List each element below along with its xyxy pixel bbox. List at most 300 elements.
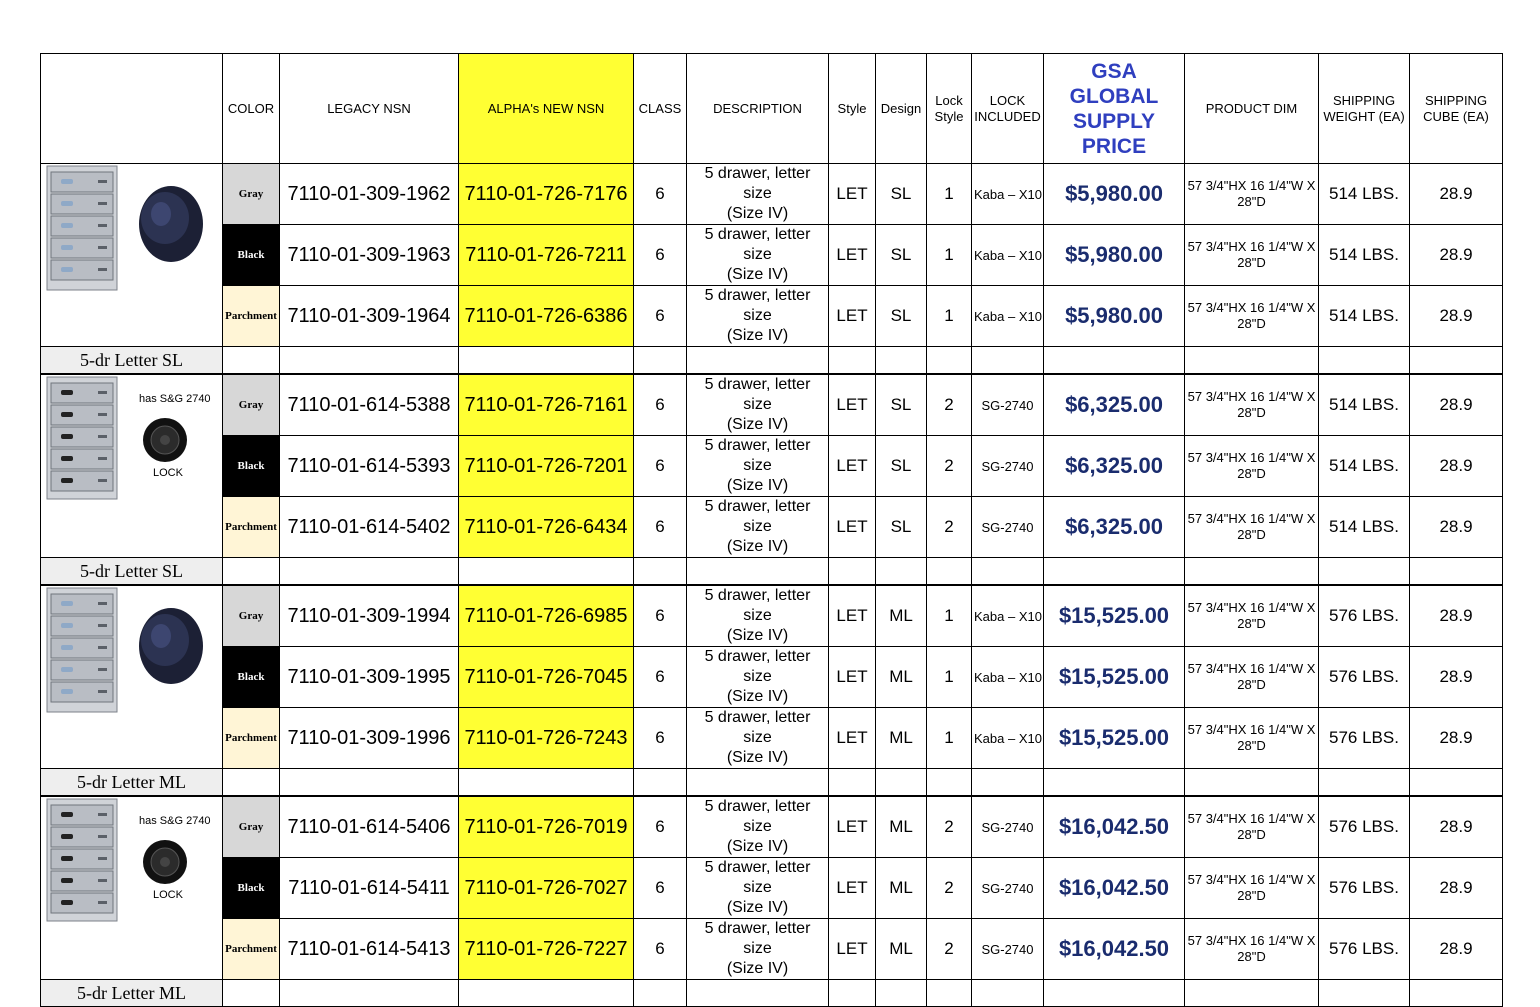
lock-style-cell: 2 (927, 497, 972, 558)
table-row (41, 858, 1503, 919)
dim-line2: 28"D (1237, 827, 1266, 842)
shipping-weight-cell: 514 LBS. (1319, 497, 1410, 558)
empty-cell (1185, 980, 1319, 1007)
dim-line2: 28"D (1237, 466, 1266, 481)
price-cell: $6,325.00 (1044, 497, 1185, 558)
class-cell: 6 (634, 708, 687, 769)
group-label: 5-dr Letter ML (41, 980, 223, 1007)
empty-cell (634, 558, 687, 585)
header-price-line3: SUPPLY (1072, 109, 1156, 133)
shipping-cube-cell: 28.9 (1410, 375, 1503, 436)
empty-cell (972, 769, 1044, 796)
empty-cell (687, 980, 829, 1007)
shipping-cube-cell: 28.9 (1410, 797, 1503, 858)
lock-style-cell: 2 (927, 797, 972, 858)
product-dim-cell (1185, 919, 1319, 980)
description-cell (687, 375, 829, 436)
empty-cell (1185, 558, 1319, 585)
header-image (41, 54, 223, 164)
class-cell: 6 (634, 286, 687, 347)
shipping-cube-cell: 28.9 (1410, 436, 1503, 497)
dim-line2: 28"D (1237, 255, 1266, 270)
price-table (40, 53, 1503, 1007)
lock-style-cell: 2 (927, 375, 972, 436)
design-cell: ML (876, 647, 927, 708)
lock-included-cell: SG-2740 (972, 497, 1044, 558)
class-cell: 6 (634, 164, 687, 225)
header-lock-style-line2: Style (934, 108, 964, 124)
table-row (41, 164, 1503, 225)
product-dim-cell (1185, 586, 1319, 647)
description-cell (687, 708, 829, 769)
empty-cell (1319, 558, 1410, 585)
description-line2: (Size IV) (726, 477, 789, 494)
description-line1: 5 drawer, letter size (704, 226, 811, 263)
shipping-weight-cell: 576 LBS. (1319, 797, 1410, 858)
cabinet-kaba-lock-image (43, 586, 221, 716)
dim-line1: 57 3/4"HX 16 1/4"W X (1187, 722, 1316, 737)
shipping-cube-cell: 28.9 (1410, 586, 1503, 647)
group-label-row (41, 769, 1503, 796)
shipping-cube-cell: 28.9 (1410, 286, 1503, 347)
price-cell: $5,980.00 (1044, 164, 1185, 225)
class-cell: 6 (634, 797, 687, 858)
empty-cell (1410, 769, 1503, 796)
lock-caption-2: LOCK (153, 467, 183, 479)
dim-line2: 28"D (1237, 527, 1266, 542)
color-cell: Black (223, 858, 280, 919)
group-label-row (41, 980, 1503, 1007)
lock-style-cell: 1 (927, 164, 972, 225)
lock-style-cell: 1 (927, 647, 972, 708)
new-nsn-cell: 7110-01-726-6434 (459, 497, 634, 558)
dim-line1: 57 3/4"HX 16 1/4"W X (1187, 300, 1316, 315)
legacy-nsn-cell: 7110-01-309-1963 (280, 225, 459, 286)
design-cell: SL (876, 436, 927, 497)
description-cell (687, 797, 829, 858)
empty-cell (1319, 769, 1410, 796)
style-cell: LET (829, 375, 876, 436)
dim-line2: 28"D (1237, 194, 1266, 209)
product-dim-cell (1185, 286, 1319, 347)
style-cell: LET (829, 647, 876, 708)
new-nsn-cell: 7110-01-726-6985 (459, 586, 634, 647)
design-cell: ML (876, 797, 927, 858)
new-nsn-cell: 7110-01-726-7027 (459, 858, 634, 919)
header-shipping-cube-line2: CUBE (EA) (1423, 108, 1489, 124)
lock-included-cell: SG-2740 (972, 858, 1044, 919)
dim-line1: 57 3/4"HX 16 1/4"W X (1187, 450, 1316, 465)
style-cell: LET (829, 286, 876, 347)
empty-cell (223, 769, 280, 796)
empty-cell (1044, 980, 1185, 1007)
lock-included-cell: SG-2740 (972, 919, 1044, 980)
class-cell: 6 (634, 225, 687, 286)
empty-cell (876, 980, 927, 1007)
shipping-weight-cell: 576 LBS. (1319, 586, 1410, 647)
shipping-weight-cell: 576 LBS. (1319, 647, 1410, 708)
empty-cell (1319, 980, 1410, 1007)
product-dim-cell (1185, 375, 1319, 436)
table-row (41, 708, 1503, 769)
price-cell: $5,980.00 (1044, 225, 1185, 286)
legacy-nsn-cell: 7110-01-614-5406 (280, 797, 459, 858)
description-line1: 5 drawer, letter size (704, 798, 811, 835)
lock-caption: has S&G 2740 (139, 815, 211, 827)
empty-cell (634, 769, 687, 796)
empty-cell (280, 980, 459, 1007)
shipping-cube-cell: 28.9 (1410, 919, 1503, 980)
header-price-line1: GSA (1091, 59, 1137, 83)
shipping-weight-cell: 576 LBS. (1319, 919, 1410, 980)
empty-cell (829, 769, 876, 796)
description-line2: (Size IV) (726, 266, 789, 283)
empty-cell (687, 558, 829, 585)
group-label: 5-dr Letter SL (41, 558, 223, 585)
description-line1: 5 drawer, letter size (704, 920, 811, 957)
shipping-weight-cell: 514 LBS. (1319, 375, 1410, 436)
class-cell: 6 (634, 647, 687, 708)
empty-cell (927, 980, 972, 1007)
header-new-nsn: ALPHA's NEW NSN (459, 54, 634, 164)
description-cell (687, 858, 829, 919)
shipping-cube-cell: 28.9 (1410, 225, 1503, 286)
dim-line1: 57 3/4"HX 16 1/4"W X (1187, 661, 1316, 676)
lock-included-cell: Kaba – X10 (972, 286, 1044, 347)
design-cell: SL (876, 225, 927, 286)
product-image-cell (41, 797, 223, 980)
empty-cell (1044, 769, 1185, 796)
empty-cell (1410, 347, 1503, 374)
description-cell (687, 586, 829, 647)
empty-cell (459, 347, 634, 374)
header-lock-style-line1: Lock (935, 92, 963, 108)
header-row (41, 54, 1503, 164)
price-cell: $15,525.00 (1044, 586, 1185, 647)
description-cell (687, 647, 829, 708)
empty-cell (280, 558, 459, 585)
description-line1: 5 drawer, letter size (704, 165, 811, 202)
lock-style-cell: 1 (927, 586, 972, 647)
legacy-nsn-cell: 7110-01-614-5393 (280, 436, 459, 497)
empty-cell (634, 980, 687, 1007)
product-image-cell (41, 586, 223, 769)
empty-cell (223, 558, 280, 585)
new-nsn-cell: 7110-01-726-7211 (459, 225, 634, 286)
table-row (41, 375, 1503, 436)
dim-line2: 28"D (1237, 949, 1266, 964)
new-nsn-cell: 7110-01-726-7045 (459, 647, 634, 708)
color-cell: Gray (223, 164, 280, 225)
description-line1: 5 drawer, letter size (704, 709, 811, 746)
description-line1: 5 drawer, letter size (704, 376, 811, 413)
color-cell: Parchment (223, 286, 280, 347)
table-row (41, 286, 1503, 347)
legacy-nsn-cell: 7110-01-309-1995 (280, 647, 459, 708)
price-cell: $15,525.00 (1044, 647, 1185, 708)
empty-cell (280, 347, 459, 374)
table-row (41, 797, 1503, 858)
class-cell: 6 (634, 436, 687, 497)
empty-cell (927, 769, 972, 796)
empty-cell (972, 980, 1044, 1007)
group-label: 5-dr Letter ML (41, 769, 223, 796)
class-cell: 6 (634, 586, 687, 647)
header-shipping-cube-line1: SHIPPING (1424, 92, 1488, 108)
description-line2: (Size IV) (726, 899, 789, 916)
design-cell: SL (876, 375, 927, 436)
lock-included-cell: SG-2740 (972, 797, 1044, 858)
description-line2: (Size IV) (726, 838, 789, 855)
description-line2: (Size IV) (726, 627, 789, 644)
header-price (1044, 54, 1185, 164)
dim-line2: 28"D (1237, 738, 1266, 753)
empty-cell (876, 769, 927, 796)
new-nsn-cell: 7110-01-726-7243 (459, 708, 634, 769)
legacy-nsn-cell: 7110-01-309-1994 (280, 586, 459, 647)
description-line1: 5 drawer, letter size (704, 437, 811, 474)
empty-cell (829, 558, 876, 585)
dim-line2: 28"D (1237, 616, 1266, 631)
design-cell: ML (876, 586, 927, 647)
legacy-nsn-cell: 7110-01-614-5413 (280, 919, 459, 980)
empty-cell (223, 347, 280, 374)
product-image-cell (41, 375, 223, 558)
shipping-weight-cell: 514 LBS. (1319, 286, 1410, 347)
dim-line1: 57 3/4"HX 16 1/4"W X (1187, 811, 1316, 826)
header-design: Design (876, 54, 927, 164)
shipping-weight-cell: 514 LBS. (1319, 164, 1410, 225)
table-row (41, 436, 1503, 497)
header-price-line2: GLOBAL (1069, 84, 1159, 108)
header-style: Style (829, 54, 876, 164)
empty-cell (972, 347, 1044, 374)
style-cell: LET (829, 586, 876, 647)
description-cell (687, 497, 829, 558)
shipping-cube-cell: 28.9 (1410, 497, 1503, 558)
dim-line1: 57 3/4"HX 16 1/4"W X (1187, 872, 1316, 887)
product-dim-cell (1185, 858, 1319, 919)
color-cell: Black (223, 647, 280, 708)
empty-cell (876, 347, 927, 374)
shipping-cube-cell: 28.9 (1410, 708, 1503, 769)
empty-cell (687, 769, 829, 796)
price-cell: $16,042.50 (1044, 858, 1185, 919)
color-cell: Gray (223, 797, 280, 858)
empty-cell (634, 347, 687, 374)
product-dim-cell (1185, 708, 1319, 769)
dim-line2: 28"D (1237, 405, 1266, 420)
empty-cell (687, 347, 829, 374)
new-nsn-cell: 7110-01-726-7201 (459, 436, 634, 497)
empty-cell (1044, 347, 1185, 374)
group-label-row (41, 558, 1503, 585)
header-shipping-weight (1319, 54, 1410, 164)
description-line1: 5 drawer, letter size (704, 648, 811, 685)
table-row (41, 586, 1503, 647)
empty-cell (459, 769, 634, 796)
lock-caption-2: LOCK (153, 889, 183, 901)
header-lock-included-line1: LOCK (989, 92, 1026, 108)
header-lock-included-line2: INCLUDED (974, 108, 1041, 124)
empty-cell (280, 769, 459, 796)
lock-style-cell: 2 (927, 919, 972, 980)
empty-cell (1410, 980, 1503, 1007)
style-cell: LET (829, 164, 876, 225)
lock-included-cell: SG-2740 (972, 436, 1044, 497)
class-cell: 6 (634, 858, 687, 919)
color-cell: Parchment (223, 497, 280, 558)
shipping-weight-cell: 514 LBS. (1319, 436, 1410, 497)
dim-line1: 57 3/4"HX 16 1/4"W X (1187, 239, 1316, 254)
shipping-weight-cell: 514 LBS. (1319, 225, 1410, 286)
price-cell: $6,325.00 (1044, 436, 1185, 497)
product-dim-cell (1185, 164, 1319, 225)
dim-line2: 28"D (1237, 316, 1266, 331)
lock-caption: has S&G 2740 (139, 393, 211, 405)
lock-style-cell: 1 (927, 225, 972, 286)
style-cell: LET (829, 497, 876, 558)
header-legacy-nsn: LEGACY NSN (280, 54, 459, 164)
class-cell: 6 (634, 375, 687, 436)
design-cell: SL (876, 164, 927, 225)
header-shipping-cube (1410, 54, 1503, 164)
design-cell: SL (876, 286, 927, 347)
style-cell: LET (829, 797, 876, 858)
dim-line2: 28"D (1237, 677, 1266, 692)
group-label: 5-dr Letter SL (41, 347, 223, 374)
product-dim-cell (1185, 797, 1319, 858)
description-cell (687, 225, 829, 286)
dim-line2: 28"D (1237, 888, 1266, 903)
lock-style-cell: 2 (927, 436, 972, 497)
shipping-cube-cell: 28.9 (1410, 647, 1503, 708)
design-cell: ML (876, 858, 927, 919)
lock-included-cell: Kaba – X10 (972, 647, 1044, 708)
style-cell: LET (829, 919, 876, 980)
empty-cell (927, 347, 972, 374)
empty-cell (972, 558, 1044, 585)
design-cell: ML (876, 708, 927, 769)
dim-line1: 57 3/4"HX 16 1/4"W X (1187, 511, 1316, 526)
empty-cell (1185, 769, 1319, 796)
lock-included-cell: Kaba – X10 (972, 225, 1044, 286)
new-nsn-cell: 7110-01-726-7019 (459, 797, 634, 858)
price-cell: $15,525.00 (1044, 708, 1185, 769)
product-image-cell (41, 164, 223, 347)
lock-included-cell: SG-2740 (972, 375, 1044, 436)
color-cell: Black (223, 225, 280, 286)
empty-cell (459, 980, 634, 1007)
legacy-nsn-cell: 7110-01-614-5411 (280, 858, 459, 919)
lock-style-cell: 2 (927, 858, 972, 919)
empty-cell (927, 558, 972, 585)
description-cell (687, 436, 829, 497)
table-row (41, 225, 1503, 286)
table-body (41, 164, 1503, 1007)
description-line1: 5 drawer, letter size (704, 498, 811, 535)
description-cell (687, 919, 829, 980)
style-cell: LET (829, 858, 876, 919)
lock-style-cell: 1 (927, 286, 972, 347)
dim-line1: 57 3/4"HX 16 1/4"W X (1187, 600, 1316, 615)
lock-included-cell: Kaba – X10 (972, 586, 1044, 647)
dim-line1: 57 3/4"HX 16 1/4"W X (1187, 389, 1316, 404)
header-lock-style (927, 54, 972, 164)
design-cell: ML (876, 919, 927, 980)
legacy-nsn-cell: 7110-01-614-5402 (280, 497, 459, 558)
shipping-cube-cell: 28.9 (1410, 164, 1503, 225)
price-cell: $16,042.50 (1044, 919, 1185, 980)
description-line2: (Size IV) (726, 205, 789, 222)
table-row (41, 497, 1503, 558)
description-line2: (Size IV) (726, 327, 789, 344)
color-cell: Gray (223, 586, 280, 647)
empty-cell (459, 558, 634, 585)
new-nsn-cell: 7110-01-726-7161 (459, 375, 634, 436)
price-cell: $6,325.00 (1044, 375, 1185, 436)
header-price-line4: PRICE (1081, 134, 1147, 158)
cabinet-kaba-lock-image (43, 164, 221, 294)
color-cell: Black (223, 436, 280, 497)
description-cell (687, 286, 829, 347)
style-cell: LET (829, 436, 876, 497)
header-class: CLASS (634, 54, 687, 164)
description-line2: (Size IV) (726, 749, 789, 766)
header-shipping-weight-line2: WEIGHT (EA) (1323, 108, 1405, 124)
empty-cell (829, 347, 876, 374)
product-dim-cell (1185, 225, 1319, 286)
color-cell: Parchment (223, 708, 280, 769)
shipping-weight-cell: 576 LBS. (1319, 708, 1410, 769)
empty-cell (1044, 558, 1185, 585)
lock-included-cell: Kaba – X10 (972, 708, 1044, 769)
dim-line1: 57 3/4"HX 16 1/4"W X (1187, 933, 1316, 948)
description-line2: (Size IV) (726, 688, 789, 705)
legacy-nsn-cell: 7110-01-614-5388 (280, 375, 459, 436)
empty-cell (223, 980, 280, 1007)
header-color: COLOR (223, 54, 280, 164)
description-line1: 5 drawer, letter size (704, 287, 811, 324)
header-product-dim: PRODUCT DIM (1185, 54, 1319, 164)
price-cell: $16,042.50 (1044, 797, 1185, 858)
empty-cell (1410, 558, 1503, 585)
description-line2: (Size IV) (726, 960, 789, 977)
legacy-nsn-cell: 7110-01-309-1962 (280, 164, 459, 225)
color-cell: Parchment (223, 919, 280, 980)
empty-cell (1185, 347, 1319, 374)
lock-included-cell: Kaba – X10 (972, 164, 1044, 225)
new-nsn-cell: 7110-01-726-6386 (459, 286, 634, 347)
description-line1: 5 drawer, letter size (704, 859, 811, 896)
header-description: DESCRIPTION (687, 54, 829, 164)
description-line1: 5 drawer, letter size (704, 587, 811, 624)
new-nsn-cell: 7110-01-726-7227 (459, 919, 634, 980)
product-dim-cell (1185, 497, 1319, 558)
table-row (41, 919, 1503, 980)
price-cell: $5,980.00 (1044, 286, 1185, 347)
style-cell: LET (829, 708, 876, 769)
color-cell: Gray (223, 375, 280, 436)
description-line2: (Size IV) (726, 538, 789, 555)
empty-cell (1319, 347, 1410, 374)
shipping-weight-cell: 576 LBS. (1319, 858, 1410, 919)
header-lock-included (972, 54, 1044, 164)
table-row (41, 647, 1503, 708)
header-shipping-weight-line1: SHIPPING (1332, 92, 1396, 108)
shipping-cube-cell: 28.9 (1410, 858, 1503, 919)
new-nsn-cell: 7110-01-726-7176 (459, 164, 634, 225)
